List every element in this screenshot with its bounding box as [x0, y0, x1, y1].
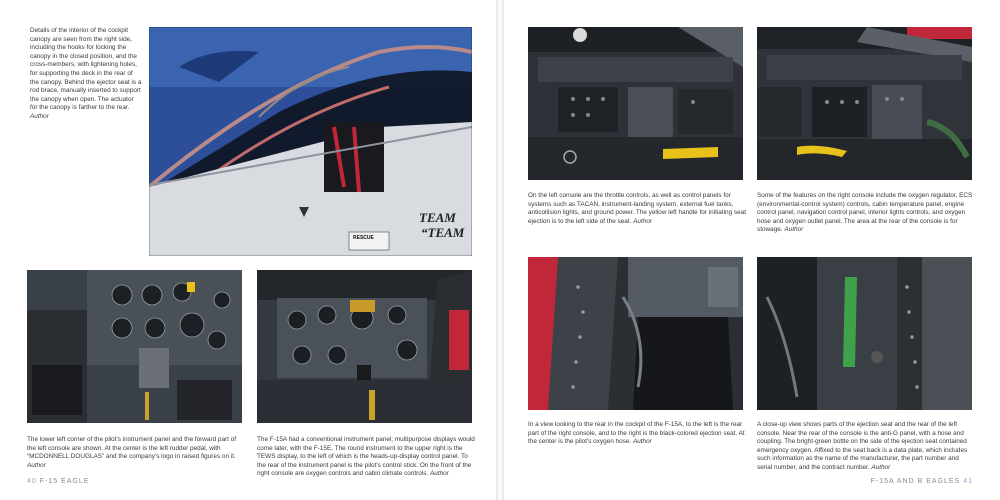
photo-canopy	[149, 27, 472, 256]
folio-left-title: F-15 EAGLE	[39, 478, 90, 485]
caption-canopy	[30, 27, 142, 122]
team-lettering-2: “TEAM	[421, 225, 465, 240]
caption-credit: Author	[632, 438, 652, 446]
caption-left-console-text: On the left console are the throttle controls, as well as control panels for systems such as TACAN, instrument-landing system, external fuel tanks, anticollision lights, and ground power. The yellow left handle for initiating seat ejection is to the left side of the seat.	[528, 192, 747, 225]
folio-left	[27, 478, 89, 485]
left-page	[0, 0, 496, 500]
caption-right-console-text: Some of the features on the right console include the oxygen regulator, ECS (environmental-control system) controls, cabin temperature panel, engine control panel, navigation control panel, interior lights controls, and oxygen hose and oxygen outlet panel. The area at the rear of the console is for stowage.	[757, 192, 973, 234]
photo-instrument-panel	[257, 270, 472, 423]
team-lettering-1: TEAM	[419, 210, 456, 225]
caption-seat-closeup	[757, 421, 975, 473]
caption-credit: Author	[633, 217, 653, 225]
caption-instrument-panel	[257, 436, 475, 479]
rescue-label: RESCUE	[353, 235, 374, 241]
caption-credit: Author	[430, 470, 449, 478]
right-page	[504, 0, 1000, 500]
caption-credit: Author	[30, 112, 49, 120]
folio-right-number: 41	[963, 478, 973, 485]
caption-left-console	[528, 192, 746, 226]
caption-instrument-lower-left-text: The lower left corner of the pilot's instrument panel and the forward part of the left console are shown. At the center is the left rudder pedal, with “MCDONNELL DOUGLAS” and the company's logo in raised figures on it.	[27, 436, 237, 461]
caption-instrument-panel-text: The F-15A had a conventional instrument panel; multipurpose displays would come later, with the F-15E. The round instrument to the upper right is the TEWS display, to the left of which is the heads-up-display control panel. To the rear of the instrument panel is the pilot's control stick. On the front of the right console are oxygen controls and cabin climate controls.	[257, 436, 475, 478]
photo-instrument-lower-left	[27, 270, 242, 423]
photo-left-console	[528, 27, 743, 180]
photo-rear-view	[528, 257, 743, 410]
caption-seat-closeup-text: A close-up view shows parts of the ejection seat and the rear of the left console. Near the rear of the console is the anti-G panel, with a hose and coupling. The bright-green bottle on the side of the ejection seat contained emergency oxygen. Affixed to the seat back is a data plate, which includes such information as the name of the manufacturer, the part number and serial number, and the contract number.	[757, 421, 968, 471]
folio-right	[871, 478, 973, 485]
caption-credit: Author	[784, 226, 804, 234]
folio-right-title: F-15A AND B EAGLES	[870, 478, 961, 485]
caption-canopy-text: Details of the interior of the cockpit canopy are seen from the right side, including the hooks for locking the canopy in the closed position, and the cross-members, with lightening holes, for supporting the deck in the rear of the canopy. Behind the ejector seat is a rod brace, manually inserted to support the canopy when open. The actuator for the canopy is farther to the rear.	[30, 27, 142, 112]
folio-left-number: 40	[27, 478, 37, 485]
photo-right-console	[757, 27, 972, 180]
caption-right-console	[757, 192, 975, 235]
caption-instrument-lower-left	[27, 436, 245, 470]
book-gutter	[496, 0, 504, 500]
caption-rear-view	[528, 421, 746, 447]
caption-credit: Author	[871, 463, 891, 471]
caption-credit: Author	[27, 461, 46, 469]
photo-seat-closeup	[757, 257, 972, 410]
caption-rear-view-text: In a view looking to the rear in the cockpit of the F-15A, to the left is the rear part of the right console, and to the right is the black-colored ejection seat. At the center is the pilot's oxygen hose.	[528, 421, 745, 446]
